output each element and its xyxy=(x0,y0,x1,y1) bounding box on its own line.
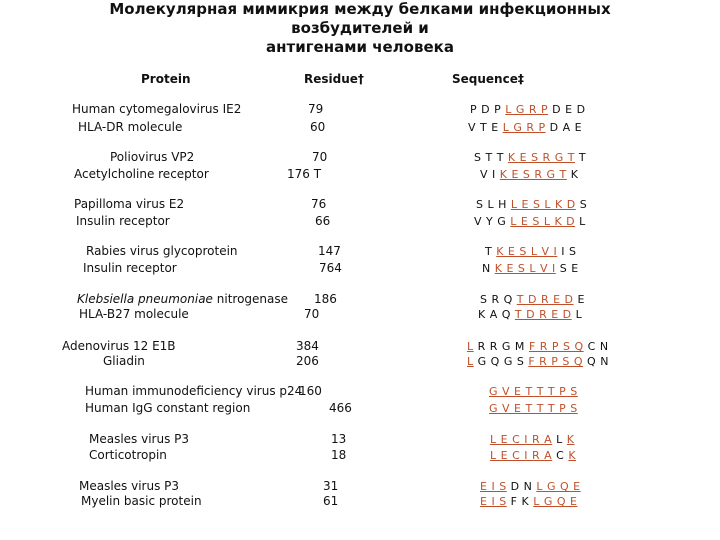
header-sequence: Sequence‡ xyxy=(452,72,524,86)
sequence-segment: P D P xyxy=(470,103,506,116)
protein-name: Acetylcholine receptor xyxy=(74,167,209,181)
protein-name: Measles virus P3 xyxy=(89,432,190,446)
sequence xyxy=(482,261,579,276)
sequence-motif-highlight: L E S L K D xyxy=(510,198,576,211)
sequence-segment: S E xyxy=(555,262,579,275)
sequence-segment: K xyxy=(566,168,579,181)
protein-name: Papilloma virus E2 xyxy=(74,197,185,211)
sequence xyxy=(480,494,577,509)
sequence xyxy=(480,292,585,307)
sequence-motif-highlight: K E S R G T xyxy=(507,151,575,164)
sequence-segment: C xyxy=(552,449,569,462)
sequence-segment: T xyxy=(574,151,587,164)
sequence-motif-highlight: L xyxy=(467,340,474,353)
sequence xyxy=(480,479,581,494)
residue-number: 160 xyxy=(299,384,322,398)
protein-name: Corticotropin xyxy=(89,448,167,462)
residue-number: 31 xyxy=(323,479,339,493)
residue-number: 70 xyxy=(312,150,328,164)
protein-name: Adenovirus 12 E1B xyxy=(62,339,176,353)
residue-number: 147 xyxy=(318,244,341,258)
sequence-motif-highlight: F R P S Q xyxy=(528,340,584,353)
protein-name: Human IgG constant region xyxy=(85,401,251,415)
sequence-segment: S R Q xyxy=(480,293,517,306)
sequence-motif-highlight: L xyxy=(467,355,474,368)
sequence-segment: N xyxy=(482,262,495,275)
sequence xyxy=(476,197,587,212)
sequence xyxy=(467,354,609,369)
sequence-motif-highlight: E I S xyxy=(480,495,507,508)
sequence-segment: G Q G S xyxy=(473,355,529,368)
protein-name: Rabies virus glycoprotein xyxy=(86,244,238,258)
sequence-segment: L xyxy=(552,433,567,446)
residue-number: 60 xyxy=(310,120,326,134)
residue-number: 764 xyxy=(319,261,342,275)
sequence-segment: L xyxy=(575,215,586,228)
protein-name: Measles virus P3 xyxy=(79,479,180,493)
residue-number: 206 xyxy=(296,354,319,368)
protein-name: Human cytomegalovirus IE2 xyxy=(72,102,242,116)
sequence xyxy=(468,120,582,135)
sequence-motif-highlight: L G Q E xyxy=(536,480,581,493)
sequence-segment: V Y G xyxy=(474,215,511,228)
sequence xyxy=(489,401,578,416)
sequence xyxy=(489,384,578,399)
sequence-motif-highlight: L G R P xyxy=(502,121,546,134)
residue-number: 466 xyxy=(329,401,352,415)
sequence-segment: V T E xyxy=(468,121,503,134)
sequence-motif-highlight: L E S L K D xyxy=(510,215,576,228)
sequence-motif-highlight: L G Q E xyxy=(533,495,578,508)
residue-number: 13 xyxy=(331,432,347,446)
residue-number: 79 xyxy=(308,102,324,116)
protein-name: Insulin receptor xyxy=(76,214,170,228)
residue-number: 61 xyxy=(323,494,339,508)
sequence xyxy=(490,432,575,447)
header-residue: Residue† xyxy=(304,72,364,86)
sequence-segment: C N xyxy=(583,340,609,353)
header-protein: Protein xyxy=(141,72,191,86)
sequence xyxy=(467,339,609,354)
sequence-motif-highlight: G V E T T T P S xyxy=(489,385,578,398)
sequence-segment: I S xyxy=(557,245,577,258)
sequence-segment: V I xyxy=(480,168,500,181)
sequence xyxy=(480,167,579,182)
sequence-motif-highlight: K xyxy=(568,449,577,462)
title-line-1: Молекулярная мимикрия между белками инфекционных xyxy=(109,0,611,18)
sequence-motif-highlight: K E S L V I xyxy=(494,262,556,275)
sequence-segment: K A Q xyxy=(478,308,515,321)
residue-number: 76 xyxy=(311,197,327,211)
sequence-segment: Q N xyxy=(583,355,609,368)
sequence-segment: D E D xyxy=(548,103,586,116)
sequence-motif-highlight: K E S L V I xyxy=(496,245,558,258)
sequence-motif-highlight: G V E T T T P S xyxy=(489,402,578,415)
protein-name-italic: Klebsiella pneumoniae xyxy=(77,292,213,306)
sequence-motif-highlight: T D R E D xyxy=(516,293,574,306)
sequence xyxy=(485,244,576,259)
residue-number: 18 xyxy=(331,448,347,462)
sequence-segment: L xyxy=(571,308,583,321)
residue-number: 384 xyxy=(296,339,319,353)
sequence xyxy=(490,448,576,463)
title-line-2: возбудителей и xyxy=(291,19,429,37)
sequence-segment: S T T xyxy=(474,151,508,164)
sequence-motif-highlight: L E C I R A xyxy=(490,433,553,446)
sequence-motif-highlight: E I S xyxy=(480,480,507,493)
sequence-segment: F K xyxy=(506,495,534,508)
sequence-motif-highlight: L G R P xyxy=(505,103,549,116)
sequence-segment: T xyxy=(485,245,497,258)
residue-number: 66 xyxy=(315,214,331,228)
sequence-motif-highlight: K E S R G T xyxy=(499,168,567,181)
sequence-segment: D A E xyxy=(545,121,583,134)
protein-name: Human immunodeficiency virus p24 xyxy=(85,384,303,398)
sequence-segment: R R G M xyxy=(473,340,529,353)
sequence xyxy=(474,150,586,165)
sequence-segment: S L H xyxy=(476,198,511,211)
sequence xyxy=(478,307,582,322)
sequence-motif-highlight: K xyxy=(566,433,575,446)
title-line-3: антигенами человека xyxy=(266,38,454,56)
residue-number: 186 xyxy=(314,292,337,306)
sequence xyxy=(474,214,586,229)
sequence-motif-highlight: T D R E D xyxy=(514,308,572,321)
sequence-segment: D N xyxy=(506,480,537,493)
sequence-segment: S xyxy=(575,198,588,211)
protein-name: HLA-DR molecule xyxy=(78,120,183,134)
protein-name: Poliovirus VP2 xyxy=(110,150,195,164)
sequence-motif-highlight: F R P S Q xyxy=(528,355,584,368)
protein-name: Gliadin xyxy=(103,354,145,368)
protein-name: Klebsiella pneumoniae nitrogenase xyxy=(77,292,289,306)
residue-number: 70 xyxy=(304,307,320,321)
protein-name: Insulin receptor xyxy=(83,261,177,275)
sequence-motif-highlight: L E C I R A xyxy=(490,449,553,462)
protein-name: HLA-B27 molecule xyxy=(79,307,189,321)
sequence-segment: E xyxy=(573,293,585,306)
residue-number: 176 T xyxy=(287,167,322,181)
protein-name: Myelin basic protein xyxy=(81,494,202,508)
sequence xyxy=(470,102,586,117)
